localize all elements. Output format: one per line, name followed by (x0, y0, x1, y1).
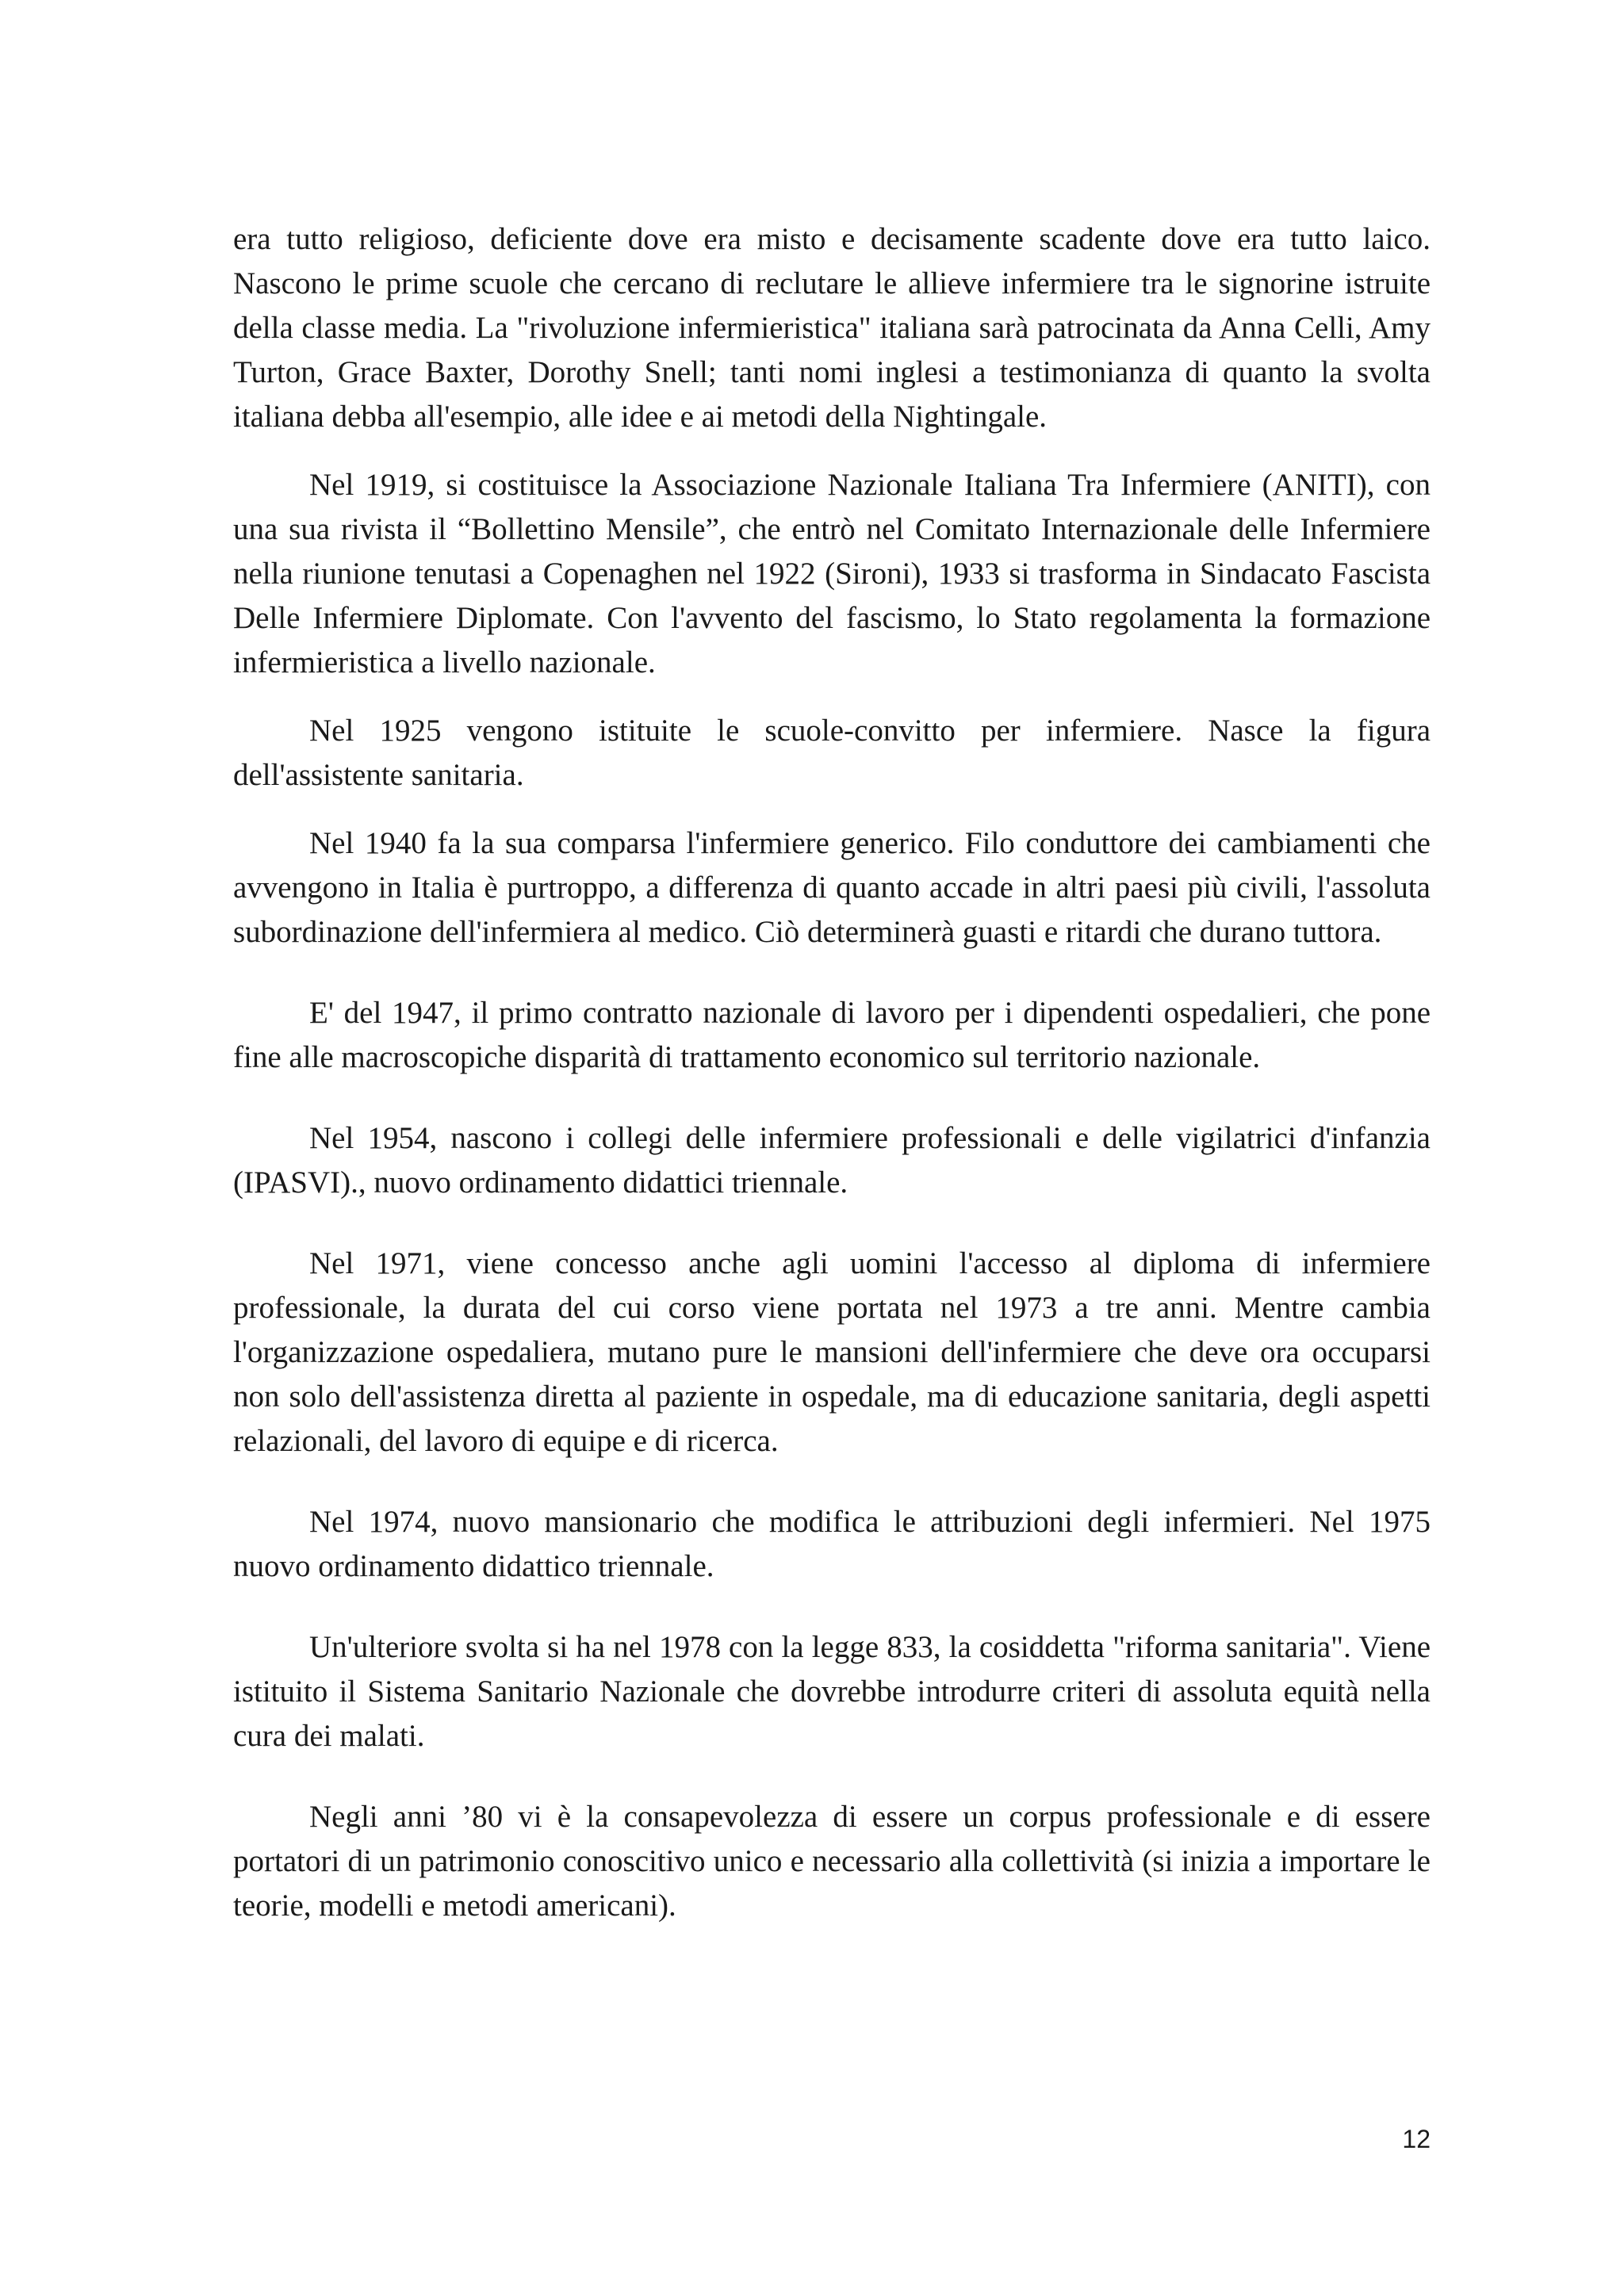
paragraph-3: Nel 1925 vengono istituite le scuole-convitto per infermiere. Nasce la figura dell'assistente sanitaria. (233, 714, 1431, 792)
page-number: 12 (1402, 2125, 1431, 2153)
paragraph-6: Nel 1954, nascono i collegi delle infermiere professionali e delle vigilatrici d'infanzia (IPASVI)., nuovo ordinamento didattici triennale. (233, 1121, 1431, 1200)
paragraph-8: Nel 1974, nuovo mansionario che modifica le attribuzioni degli infermieri. Nel 1975 nuovo ordinamento didattico triennale. (233, 1505, 1431, 1583)
paragraph-10: Negli anni ’80 vi è la consapevolezza di essere un corpus professionale e di essere portatori di un patrimonio conoscitivo unico e necessario alla collettività (si inizia a importare le teorie, modelli e metodi americani). (233, 1800, 1431, 1923)
paragraph-7: Nel 1971, viene concesso anche agli uomini l'accesso al diploma di infermiere professionale, la durata del cui corso viene portata nel 1973 a tre anni. Mentre cambia l'organizzazione ospedaliera, mutano pure le mansioni dell'infermiere che deve ora occuparsi non solo dell'assistenza diretta al paziente in ospedale, ma di educazione sanitaria, degli aspetti relazionali, del lavoro di equipe e di ricerca. (233, 1246, 1431, 1458)
paragraph-5: E' del 1947, il primo contratto nazionale di lavoro per i dipendenti ospedalieri, che pone fine alle macroscopiche disparità di trattamento economico sul territorio nazionale. (233, 996, 1431, 1074)
paragraph-2: Nel 1919, si costituisce la Associazione Nazionale Italiana Tra Infermiere (ANITI), con una sua rivista il “Bollettino Mensile”, che entrò nel Comitato Internazionale delle Infermiere nella riunione tenutasi a Copenaghen nel 1922 (Sironi), 1933 si trasforma in Sindacato Fascista Delle Infermiere Diplomate. Con l'avvento del fascismo, lo Stato regolamenta la formazione infermieristica a livello nazionale. (233, 468, 1431, 679)
paragraph-9: Un'ulteriore svolta si ha nel 1978 con la legge 833, la cosiddetta "riforma sanitaria". Viene istituito il Sistema Sanitario Nazionale che dovrebbe introdurre criteri di assoluta equità nella cura dei malati. (233, 1630, 1431, 1753)
paragraph-1: era tutto religioso, deficiente dove era misto e decisamente scadente dove era tutto laico. Nascono le prime scuole che cercano di reclutare le allieve infermiere tra le signorine istruite della classe media. La "rivoluzione infermieristica" italiana sarà patrocinata da Anna Celli, Amy Turton, Grace Baxter, Dorothy Snell; tanti nomi inglesi a testimonianza di quanto la svolta italiana debba all'esempio, alle idee e ai metodi della Nightingale. (233, 222, 1431, 434)
paragraph-4: Nel 1940 fa la sua comparsa l'infermiere generico. Filo conduttore dei cambiamenti che avvengono in Italia è purtroppo, a differenza di quanto accade in altri paesi più civili, l'assoluta subordinazione dell'infermiera al medico. Ciò determinerà guasti e ritardi che durano tuttora. (233, 826, 1431, 949)
body-text (233, 217, 1431, 1952)
